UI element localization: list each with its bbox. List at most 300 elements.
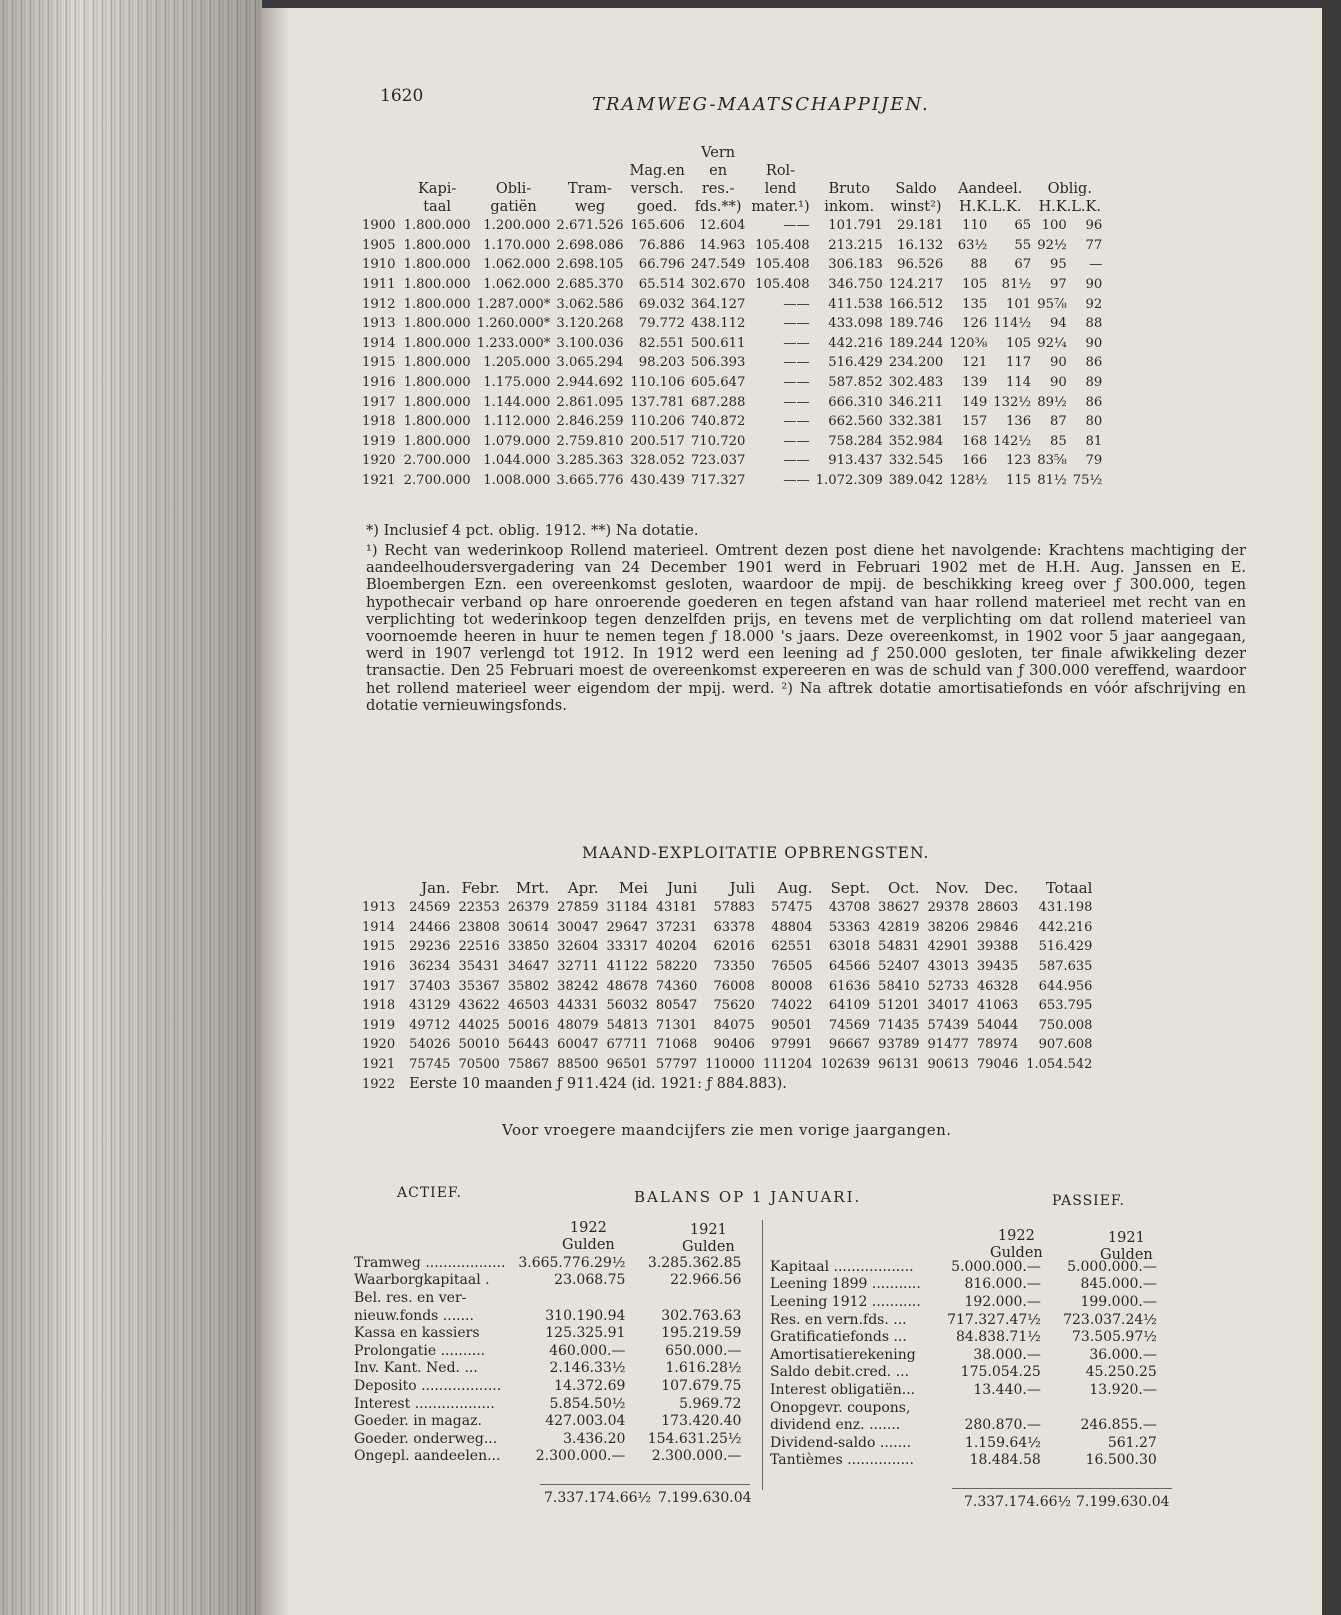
month-header: Sept. <box>830 879 871 897</box>
month-cell: 43129 <box>409 998 451 1014</box>
main-cell: 98.203 <box>638 355 685 371</box>
main-cell: 1.008.000 <box>483 473 551 489</box>
main-cell: 506.393 <box>690 355 746 371</box>
running-head: TRAMWEG-MAATSCHAPPIJEN. <box>592 94 930 115</box>
main-cell: 3.065.294 <box>556 355 624 371</box>
main-cell: 105 <box>962 277 988 293</box>
liabilities-table <box>770 1258 1157 1469</box>
main-cell: —— <box>783 335 810 351</box>
balance-value-1922: 125.325.91 <box>545 1325 626 1342</box>
main-cell: 89 <box>1085 375 1103 391</box>
month-header: Totaal <box>1045 879 1093 897</box>
main-cell: 442.216 <box>828 335 883 351</box>
row-year: 1919 <box>362 1017 396 1033</box>
month-cell: 46503 <box>507 998 550 1014</box>
balance-item: Interest .................. <box>354 1395 495 1412</box>
row-year: 1912 <box>362 296 396 312</box>
assets-total-rule <box>540 1484 750 1485</box>
month-cell: 90613 <box>927 1057 969 1073</box>
monthly-row <box>362 1035 1100 1055</box>
monthly-row <box>362 996 1100 1016</box>
main-cell: — <box>1089 257 1103 273</box>
month-cell: 57439 <box>927 1017 969 1033</box>
liab-total-rule <box>952 1488 1172 1489</box>
month-cell: 111204 <box>762 1057 813 1073</box>
main-cell: 81½ <box>1037 473 1067 489</box>
month-cell: 56443 <box>507 1037 550 1053</box>
balance-value-1922: 310.190.94 <box>545 1307 626 1324</box>
main-cell: 3.100.036 <box>556 335 624 351</box>
month-cell: 29236 <box>409 939 451 955</box>
main-cell: 12.604 <box>699 218 746 234</box>
main-cell: 1.800.000 <box>403 316 471 332</box>
month-cell: 75867 <box>507 1057 550 1073</box>
main-cell: 55 <box>1014 237 1032 253</box>
month-cell: 35431 <box>458 959 500 975</box>
month-cell: 73350 <box>713 959 755 975</box>
main-cell: 2.700.000 <box>403 473 471 489</box>
monthly-row <box>362 937 1100 957</box>
row-year: 1905 <box>362 237 396 253</box>
main-cell: 121 <box>962 355 988 371</box>
balance-value-1921: 107.679.75 <box>661 1377 742 1394</box>
row-year: 1911 <box>362 277 396 293</box>
main-cell: 86 <box>1085 355 1103 371</box>
unit-label: Gulden <box>990 1245 1043 1261</box>
main-cell: 95 <box>1049 257 1067 273</box>
main-cell: 1.800.000 <box>403 277 471 293</box>
row-year: 1910 <box>362 257 396 273</box>
main-cell: 710.720 <box>690 433 746 449</box>
main-cell: 67 <box>1014 257 1032 273</box>
assets-col-1922 <box>562 1220 615 1254</box>
main-table-row <box>362 255 1108 275</box>
month-cell: 43181 <box>655 900 698 916</box>
main-cell: 2.698.105 <box>556 257 624 273</box>
month-header <box>362 878 409 898</box>
main-cell: 587.852 <box>828 375 883 391</box>
month-cell: 431.198 <box>1038 900 1093 916</box>
main-cell: 1.062.000 <box>483 257 551 273</box>
balance-value-1922: 280.870.— <box>964 1417 1041 1434</box>
balance-item: Saldo debit.cred. ... <box>770 1364 910 1381</box>
main-cell: 168 <box>962 433 988 449</box>
month-cell: 29378 <box>927 900 969 916</box>
month-cell: 46328 <box>976 978 1019 994</box>
main-cell: 82.551 <box>638 335 685 351</box>
main-cell: 1.800.000 <box>403 218 471 234</box>
main-cell: 63½ <box>957 237 988 253</box>
main-cell: 86 <box>1085 394 1103 410</box>
main-cell: 81½ <box>1001 277 1032 293</box>
row-year: 1919 <box>362 433 396 449</box>
month-cell: 50010 <box>458 1037 500 1053</box>
main-cell: 97 <box>1049 277 1067 293</box>
monthly-row-1922 <box>362 1074 1100 1094</box>
main-cell: 166.512 <box>888 296 944 312</box>
main-cell: 346.211 <box>888 394 944 410</box>
main-table-row <box>362 294 1108 314</box>
balance-value-1922: 460.000.— <box>549 1342 626 1359</box>
month-cell: 41063 <box>976 998 1019 1014</box>
main-cell: 105.408 <box>755 277 810 293</box>
row-year: 1920 <box>362 1037 396 1053</box>
balance-item: Goeder. onderweg... <box>354 1430 498 1447</box>
balance-item: Dividend-saldo ....... <box>770 1434 912 1451</box>
balance-row <box>770 1452 1157 1470</box>
row-year: 1917 <box>362 978 396 994</box>
main-cell: 76.886 <box>638 237 685 253</box>
main-cell: —— <box>783 296 810 312</box>
balance-value-1921: 13.920.— <box>1089 1381 1157 1398</box>
month-cell: 32711 <box>557 959 599 975</box>
balance-row <box>770 1416 1157 1434</box>
month-cell: 37231 <box>655 919 698 935</box>
main-cell: 87 <box>1049 414 1067 430</box>
month-cell: 96131 <box>878 1057 920 1073</box>
main-table-row <box>362 236 1108 256</box>
monthly-note: Voor vroegere maandcijfers zie men vorige jaargangen. <box>502 1121 952 1139</box>
main-cell: —— <box>783 473 810 489</box>
main-cell: 139 <box>962 375 988 391</box>
main-cell: 2.685.370 <box>556 277 624 293</box>
balance-value-1922: 816.000.— <box>964 1276 1041 1293</box>
main-table-row <box>362 471 1108 491</box>
month-cell: 78974 <box>976 1037 1019 1053</box>
balance-value-1921 <box>1041 1399 1157 1417</box>
month-cell: 41122 <box>606 959 648 975</box>
page-number: 1620 <box>380 86 424 106</box>
balance-row <box>354 1377 741 1395</box>
main-cell: 1.205.000 <box>483 355 551 371</box>
month-cell: 110000 <box>705 1057 755 1073</box>
main-cell: 90 <box>1049 355 1067 371</box>
main-col-header: Oblig. H.K.L.K. <box>1038 181 1101 215</box>
main-cell: 3.665.776 <box>556 473 624 489</box>
balance-item: Tantièmes ............... <box>770 1452 914 1469</box>
actief-label: ACTIEF. <box>397 1185 462 1201</box>
main-cell: 135 <box>962 296 988 312</box>
main-col-header: Obli- gatiën <box>490 181 537 215</box>
month-cell: 29846 <box>976 919 1019 935</box>
main-cell: 234.200 <box>888 355 944 371</box>
main-cell: 115 <box>1006 473 1032 489</box>
month-cell: 50016 <box>507 1017 550 1033</box>
month-cell: 38627 <box>878 900 920 916</box>
book-spine-pages <box>0 0 262 1615</box>
month-cell: 40204 <box>655 939 698 955</box>
balance-row <box>354 1272 741 1290</box>
balance-item: Deposito .................. <box>354 1377 502 1394</box>
main-cell: 430.439 <box>630 473 685 489</box>
main-cell: 247.549 <box>690 257 746 273</box>
main-cell: 81 <box>1085 433 1103 449</box>
monthly-title: MAAND-EXPLOITATIE OPBRENGSTEN. <box>582 844 930 862</box>
main-cell: 88 <box>1085 316 1103 332</box>
month-cell: 74569 <box>828 1017 871 1033</box>
main-cell: 2.944.692 <box>556 375 624 391</box>
month-cell: 54026 <box>409 1037 451 1053</box>
main-cell: 2.861.095 <box>556 394 624 410</box>
main-table-row <box>362 373 1108 393</box>
main-cell: 332.545 <box>888 453 944 469</box>
month-cell: 442.216 <box>1038 919 1093 935</box>
month-cell: 42819 <box>878 919 920 935</box>
main-cell: 758.284 <box>828 433 883 449</box>
main-cell: 101.791 <box>828 218 883 234</box>
month-cell: 84075 <box>713 1017 755 1033</box>
balance-item: Gratificatiefonds ... <box>770 1329 907 1346</box>
balance-value-1922: 2.146.33½ <box>549 1360 626 1377</box>
main-cell: 723.037 <box>690 453 746 469</box>
balance-value-1921: 302.763.63 <box>661 1307 742 1324</box>
balance-row <box>354 1448 741 1466</box>
main-cell: 1.200.000 <box>483 218 551 234</box>
main-cell: 1.800.000 <box>403 414 471 430</box>
balance-value-1921: 195.219.59 <box>661 1325 742 1342</box>
balance-value-1922: 427.003.04 <box>545 1413 626 1430</box>
row-year: 1915 <box>362 355 396 371</box>
main-table-row <box>362 412 1108 432</box>
main-cell: 120⅜ <box>949 335 988 351</box>
month-cell: 96501 <box>606 1057 648 1073</box>
balance-value-1921: 246.855.— <box>1080 1417 1157 1434</box>
balance-divider <box>762 1220 763 1490</box>
main-cell: 189.746 <box>888 316 944 332</box>
monthly-row <box>362 1055 1100 1075</box>
balance-item: Interest obligatiën... <box>770 1381 916 1398</box>
main-cell: 1.112.000 <box>483 414 551 430</box>
balance-item: Onopgevr. coupons, <box>770 1399 911 1416</box>
main-cell: 126 <box>962 316 988 332</box>
balance-value-1921: 154.631.25½ <box>647 1430 742 1447</box>
main-cell: 95⅞ <box>1037 296 1067 312</box>
main-cell: 89½ <box>1037 394 1067 410</box>
main-cell: 1.072.309 <box>815 473 883 489</box>
main-cell: 65 <box>1014 218 1032 234</box>
main-cell: 302.483 <box>888 375 944 391</box>
main-cell: 2.700.000 <box>403 453 471 469</box>
balance-item: Leening 1912 ........... <box>770 1293 921 1310</box>
balance-value-1922: 14.372.69 <box>554 1377 626 1394</box>
balance-value-1922: 2.300.000.— <box>535 1448 626 1465</box>
balance-item: dividend enz. ....... <box>770 1417 901 1434</box>
main-cell: 100 <box>1041 218 1067 234</box>
main-cell: 92 <box>1085 296 1103 312</box>
main-cell: 687.288 <box>690 394 746 410</box>
month-cell: 63378 <box>713 919 755 935</box>
month-cell: 48678 <box>606 978 648 994</box>
balance-row <box>770 1434 1157 1452</box>
month-cell: 34017 <box>927 998 969 1014</box>
month-cell: 58410 <box>878 978 920 994</box>
balance-row <box>354 1324 741 1342</box>
monthly-row <box>362 898 1100 918</box>
month-cell: 52407 <box>878 959 920 975</box>
month-cell: 36234 <box>409 959 451 975</box>
main-cell: 90 <box>1085 277 1103 293</box>
month-header: Nov. <box>935 879 969 897</box>
year-label: 1921 <box>689 1222 727 1238</box>
balance-value-1922: 18.484.58 <box>969 1452 1041 1469</box>
month-cell: 39388 <box>976 939 1019 955</box>
main-cell: —— <box>783 218 810 234</box>
balance-value-1922: 3.665.776.29½ <box>518 1254 626 1271</box>
main-table-row <box>362 353 1108 373</box>
month-cell: 37403 <box>409 978 451 994</box>
balance-item: Prolongatie .......... <box>354 1342 486 1359</box>
main-cell: —— <box>783 394 810 410</box>
main-cell: 85 <box>1049 433 1067 449</box>
month-cell: 60047 <box>557 1037 599 1053</box>
main-col-header: Saldo winst²) <box>890 181 942 215</box>
main-cell: —— <box>783 316 810 332</box>
balance-value-1921: 5.000.000.— <box>1067 1258 1157 1275</box>
month-cell: 57883 <box>713 900 755 916</box>
book-page <box>262 8 1322 1615</box>
month-header: Apr. <box>567 879 599 897</box>
main-cell: 1.800.000 <box>403 335 471 351</box>
month-cell: 54831 <box>878 939 920 955</box>
balance-value-1922: 13.440.— <box>973 1381 1041 1398</box>
main-cell: 92¼ <box>1037 335 1067 351</box>
month-header: Mrt. <box>515 879 550 897</box>
month-cell: 1.054.542 <box>1026 1057 1093 1073</box>
month-cell: 43013 <box>927 959 969 975</box>
month-cell: 43622 <box>458 998 500 1014</box>
month-cell: 57475 <box>771 900 813 916</box>
month-cell: 644.956 <box>1038 978 1093 994</box>
main-cell: 110.206 <box>630 414 685 430</box>
main-cell: 3.120.268 <box>556 316 624 332</box>
month-cell: 26379 <box>507 900 550 916</box>
month-cell: 48079 <box>557 1017 599 1033</box>
month-cell: 54044 <box>976 1017 1019 1033</box>
month-cell: 907.608 <box>1038 1037 1093 1053</box>
balance-value-1921: 16.500.30 <box>1085 1452 1157 1469</box>
month-cell: 51201 <box>878 998 920 1014</box>
month-cell: 61636 <box>828 978 871 994</box>
month-cell: 750.008 <box>1038 1017 1093 1033</box>
main-cell: 90 <box>1049 375 1067 391</box>
balance-value-1921: 45.250.25 <box>1085 1364 1157 1381</box>
main-cell: —— <box>783 355 810 371</box>
main-cell: 2.759.810 <box>556 433 624 449</box>
main-cell: 433.098 <box>828 316 883 332</box>
balance-item: Amortisatierekening <box>770 1346 916 1363</box>
main-cell: 105.408 <box>755 257 810 273</box>
balance-row <box>354 1289 741 1307</box>
passief-label: PASSIEF. <box>1052 1193 1125 1209</box>
month-cell: 96667 <box>828 1037 871 1053</box>
balance-row <box>354 1307 741 1325</box>
monthly-1922-text: Eerste 10 maanden ƒ 911.424 (id. 1921: ƒ 884.883). <box>409 1076 787 1093</box>
month-cell: 22516 <box>458 939 500 955</box>
main-cell: 1.175.000 <box>483 375 551 391</box>
main-table-row <box>362 432 1108 452</box>
balance-value-1921: 650.000.— <box>665 1342 742 1359</box>
row-year: 1914 <box>362 919 396 935</box>
main-col-header: Aandeel. H.K.L.K. <box>958 181 1023 215</box>
month-cell: 23808 <box>458 919 500 935</box>
row-year: 1900 <box>362 218 396 234</box>
month-cell: 71068 <box>655 1037 698 1053</box>
main-cell: 500.611 <box>690 335 746 351</box>
month-cell: 91477 <box>927 1037 969 1053</box>
main-cell: 411.538 <box>828 296 883 312</box>
balance-row <box>770 1293 1157 1311</box>
month-cell: 53363 <box>828 919 871 935</box>
month-cell: 39435 <box>976 959 1019 975</box>
main-cell: 94 <box>1049 316 1067 332</box>
main-cell: —— <box>783 433 810 449</box>
main-cell: 114 <box>1006 375 1032 391</box>
main-cell: 717.327 <box>690 473 746 489</box>
month-cell: 80547 <box>655 998 698 1014</box>
main-table-row <box>362 275 1108 295</box>
main-cell: 96.526 <box>897 257 944 273</box>
main-cell: 2.698.086 <box>556 237 624 253</box>
month-cell: 28603 <box>976 900 1019 916</box>
monthly-table <box>362 878 1100 1094</box>
month-header: Febr. <box>461 879 500 897</box>
year-label: 1922 <box>569 1220 607 1236</box>
month-cell: 33850 <box>507 939 550 955</box>
month-cell: 38206 <box>927 919 969 935</box>
month-cell: 35367 <box>458 978 500 994</box>
balance-row <box>770 1364 1157 1382</box>
balance-value-1922: 3.436.20 <box>563 1430 626 1447</box>
month-cell: 22353 <box>458 900 500 916</box>
month-cell: 49712 <box>409 1017 451 1033</box>
company-figures-table <box>362 144 1108 490</box>
assets-table <box>354 1254 741 1465</box>
main-cell: 132½ <box>993 394 1032 410</box>
month-header: Dec. <box>984 879 1019 897</box>
monthly-row <box>362 918 1100 938</box>
row-year: 1914 <box>362 335 396 351</box>
month-cell: 75620 <box>713 998 755 1014</box>
main-table-row <box>362 334 1108 354</box>
balance-row <box>770 1381 1157 1399</box>
month-cell: 42901 <box>927 939 969 955</box>
month-cell: 43708 <box>828 900 871 916</box>
month-cell: 52733 <box>927 978 969 994</box>
month-cell: 64566 <box>828 959 871 975</box>
row-year: 1921 <box>362 1057 396 1073</box>
balance-item: nieuw.fonds ....... <box>354 1307 474 1324</box>
main-cell: 352.984 <box>888 433 944 449</box>
balance-value-1921: 3.285.362.85 <box>647 1254 742 1271</box>
balance-item: Bel. res. en ver- <box>354 1289 467 1306</box>
balance-row <box>770 1399 1157 1417</box>
balance-item: Tramweg .................. <box>354 1254 506 1271</box>
main-cell: 666.310 <box>828 394 883 410</box>
month-cell: 587.635 <box>1038 959 1093 975</box>
main-cell: 364.127 <box>690 296 746 312</box>
balance-item: Inv. Kant. Ned. ... <box>354 1360 478 1377</box>
main-cell: 124.217 <box>888 277 944 293</box>
monthly-row <box>362 976 1100 996</box>
balance-item: Kassa en kassiers <box>354 1325 480 1342</box>
balance-value-1921: 36.000.— <box>1089 1346 1157 1363</box>
balance-value-1921: 723.037.24½ <box>1063 1311 1157 1328</box>
main-cell: 105.408 <box>755 237 810 253</box>
main-cell: 1.233.000* <box>476 335 551 351</box>
main-cell: 1.800.000 <box>403 433 471 449</box>
month-cell: 24466 <box>409 919 451 935</box>
main-col-header: Vern en res.- fds.**) <box>694 145 742 215</box>
